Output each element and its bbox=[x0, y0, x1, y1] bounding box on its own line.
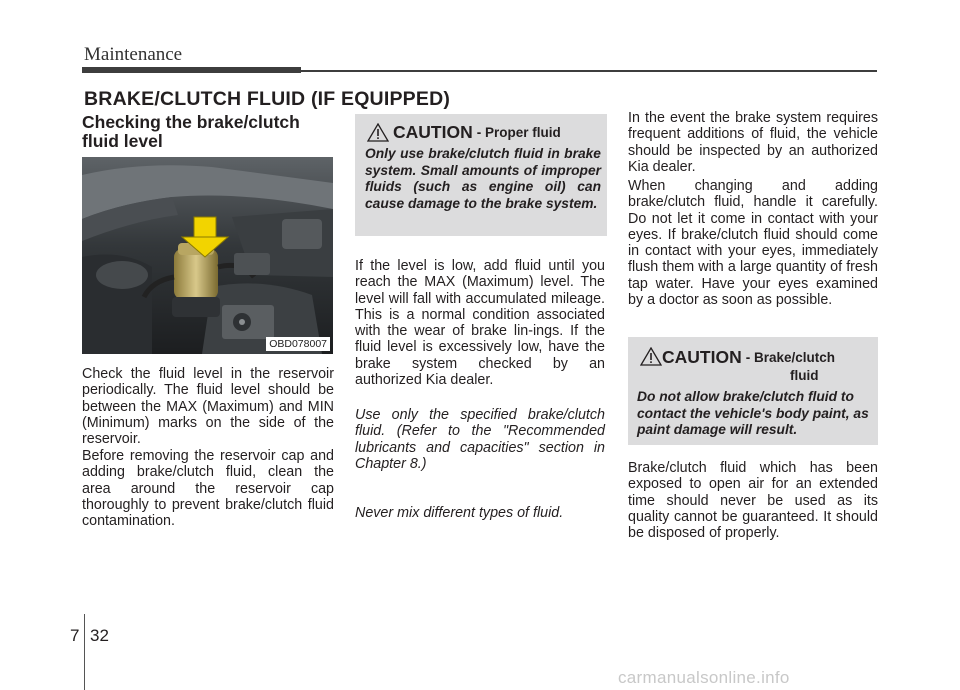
caution-body: Do not allow brake/clutch fluid to contact the vehicle's body paint, as paint damage will result. bbox=[637, 389, 869, 437]
caution-subject: - Proper fluid bbox=[476, 125, 561, 140]
chapter-number: 7 bbox=[70, 626, 80, 645]
footer-divider bbox=[84, 614, 85, 690]
col1-paragraph-1: Check the fluid level in the reservoir periodically. The fluid level should be between the MAX (Maximum) and MIN (Minimum) marks on the side of the reservoir. bbox=[82, 366, 334, 448]
subheading: Checking the brake/clutch fluid level bbox=[82, 112, 300, 151]
warning-triangle-icon bbox=[367, 123, 389, 142]
page-title: BRAKE/CLUTCH FLUID (IF EQUIPPED) bbox=[84, 88, 451, 110]
caution-label: CAUTION bbox=[662, 347, 742, 367]
col1-paragraph-2: Before removing the reservoir cap and adding brake/clutch fluid, clean the area around the reservoir cap thoroughly to prevent brake/clutch fluid contamination. bbox=[82, 448, 334, 530]
col3-paragraph-3: Brake/clutch fluid which has been exposed to open air for an extended time should never be used as its quality cannot be guaranteed. It should be disposed of properly. bbox=[628, 460, 878, 542]
caution-box-proper-fluid bbox=[355, 114, 607, 236]
caution-label: CAUTION bbox=[393, 122, 473, 142]
caution-subject-continued: fluid bbox=[790, 368, 819, 383]
page-number: 32 bbox=[90, 626, 109, 645]
col3-paragraph-1: In the event the brake system requires frequent additions of fluid, the vehicle should be inspected by an authorized Kia dealer. bbox=[628, 110, 878, 175]
header-rule-thin bbox=[301, 70, 877, 72]
image-code: OBD078007 bbox=[266, 337, 330, 351]
section-label: Maintenance bbox=[84, 44, 183, 65]
col3-paragraph-2: When changing and adding brake/clutch fluid, handle it carefully. Do not let it come in contact with your eyes. If brake/clutch fluid should come in contact with your eyes, immediately flush them with a large quantity of fresh tap water. Have your eyes examined by a doctor as soon as possible. bbox=[628, 178, 878, 309]
engine-bay-illustration bbox=[82, 157, 333, 354]
caution-body: Only use brake/clutch fluid in brake system. Small amounts of improper fluids (such as engine oil) can cause damage to the brake system. bbox=[365, 146, 601, 211]
watermark: carmanualsonline.info bbox=[618, 668, 790, 687]
caution-box-brake-fluid bbox=[628, 337, 878, 445]
col2-paragraph-1: If the level is low, add fluid until you reach the MAX (Maximum) level. The level will fall with accumulated mileage. This is a normal condition associated with the wear of brake lin-ings. If the fluid level is excessively low, have the brake system checked by an authorized Kia dealer. bbox=[355, 258, 605, 389]
col2-paragraph-3: Never mix different types of fluid. bbox=[355, 505, 564, 521]
header-rule-thick bbox=[82, 67, 301, 73]
engine-bay-photo bbox=[82, 157, 333, 354]
caution-subject: - Brake/clutch bbox=[745, 350, 835, 365]
col2-paragraph-2: Use only the specified brake/clutch fluid. (Refer to the "Recommended lubricants and capacities" section in Chapter 8.) bbox=[355, 407, 605, 472]
warning-triangle-icon bbox=[640, 347, 662, 366]
